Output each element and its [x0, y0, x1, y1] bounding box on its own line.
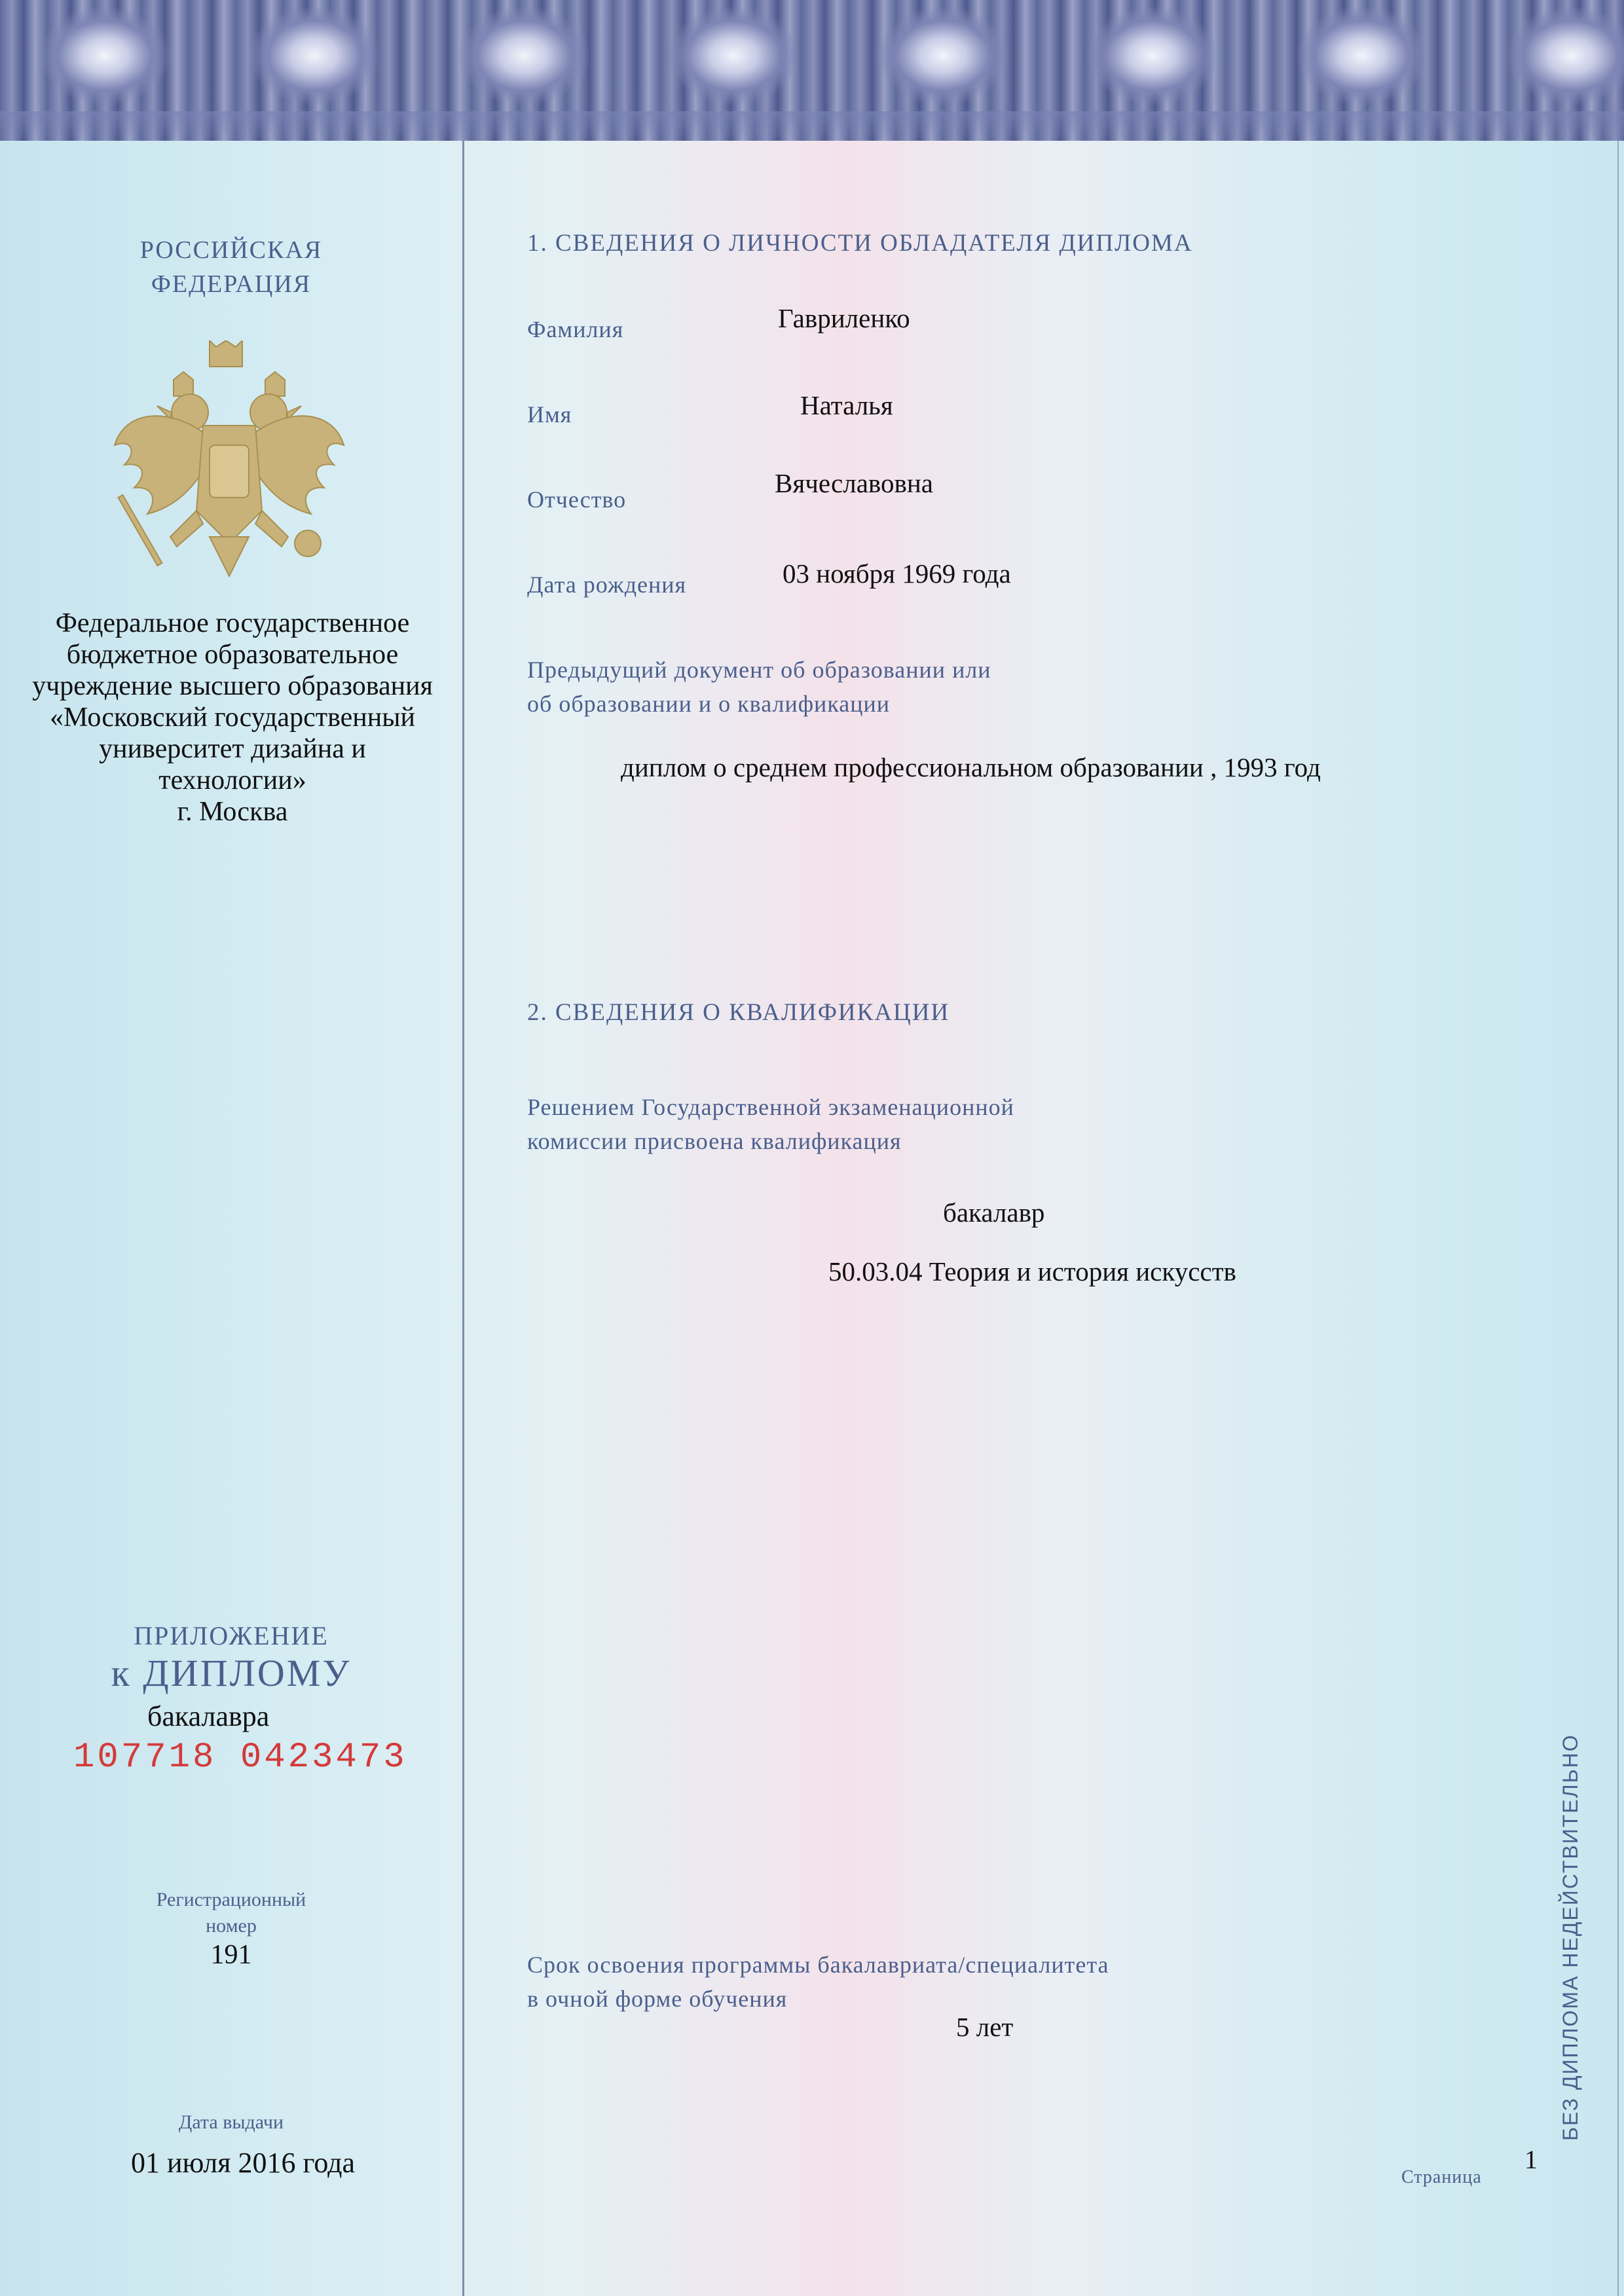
country-name-line1: РОССИЙСКАЯ [139, 236, 323, 264]
page-number: 1 [1524, 2145, 1538, 2174]
coat-of-arms-icon [111, 340, 347, 583]
organization-name [7, 608, 458, 828]
commission-decision-line1: Решением Государственной экзаменационной [527, 1094, 1014, 1120]
study-duration-label-line1: Срок освоения программы бакалавриата/специалитета [527, 1952, 1109, 1978]
issue-date: 01 июля 2016 года [130, 2147, 356, 2179]
org-line: университет дизайна и [99, 734, 366, 764]
country-name-line2: ФЕДЕРАЦИЯ [151, 270, 312, 298]
birth-date-label: Дата рождения [527, 572, 687, 598]
guilloche-fade [0, 111, 1624, 141]
patronymic-label: Отчество [527, 486, 627, 513]
rosette-ornament [668, 7, 799, 105]
issue-date-label: Дата выдачи [178, 2111, 284, 2133]
org-line: «Московский государственный [50, 702, 415, 733]
specialty-value: 50.03.04 Теория и история искусств [828, 1256, 1236, 1286]
appendix-title-line1: ПРИЛОЖЕНИЕ [134, 1621, 329, 1650]
rosette-ornament [39, 7, 170, 105]
registration-label-line1: Регистрационный [156, 1889, 306, 1910]
surname-value: Гавриленко [778, 303, 910, 333]
org-line: Федеральное государственное [55, 608, 410, 638]
qualification-value: бакалавр [943, 1197, 1045, 1228]
previous-document-label-line2: об образовании и о квалификации [527, 691, 891, 717]
previous-document-value: диплом о среднем профессиональном образовании , 1993 год [621, 752, 1321, 782]
org-line: учреждение высшего образования [32, 671, 433, 701]
rosette-ornament [249, 7, 380, 105]
org-line: г. Москва [177, 797, 288, 827]
name-value: Наталья [800, 390, 893, 420]
org-line: бюджетное образовательное [66, 640, 399, 670]
registration-number: 191 [210, 1940, 252, 1970]
name-label: Имя [527, 401, 572, 428]
validity-note: БЕЗ ДИПЛОМА НЕДЕЙСТВИТЕЛЬНО [1559, 1734, 1582, 2141]
patronymic-value: Вячеславовна [775, 468, 933, 498]
section2-heading: 2. СВЕДЕНИЯ О КВАЛИФИКАЦИИ [527, 999, 950, 1026]
surname-label: Фамилия [527, 316, 624, 342]
registration-label-line2: номер [206, 1915, 257, 1937]
rosette-ornament [1087, 7, 1218, 105]
rosette-ornament [877, 7, 1008, 105]
commission-decision-line2: комиссии присвоена квалификация [527, 1128, 902, 1154]
rosette-ornament [458, 7, 589, 105]
previous-document-label-line1: Предыдущий документ об образовании или [527, 657, 991, 683]
study-duration-label-line2: в очной форме обучения [527, 1986, 788, 2012]
section1-heading: 1. СВЕДЕНИЯ О ЛИЧНОСТИ ОБЛАДАТЕЛЯ ДИПЛОМА [527, 230, 1193, 257]
appendix-title-line2: к ДИПЛОМУ [111, 1652, 352, 1694]
study-duration-value: 5 лет [956, 2012, 1014, 2042]
rosette-ornament [1297, 7, 1428, 105]
page-label: Страница [1401, 2167, 1482, 2187]
degree-label: бакалавра [147, 1700, 270, 1732]
diploma-number: 107718 0423473 [73, 1738, 407, 1777]
birth-date-value: 03 ноября 1969 года [783, 558, 1011, 589]
right-border-line [1617, 141, 1619, 2296]
org-line: технологии» [158, 765, 306, 795]
column-divider [462, 141, 464, 2296]
